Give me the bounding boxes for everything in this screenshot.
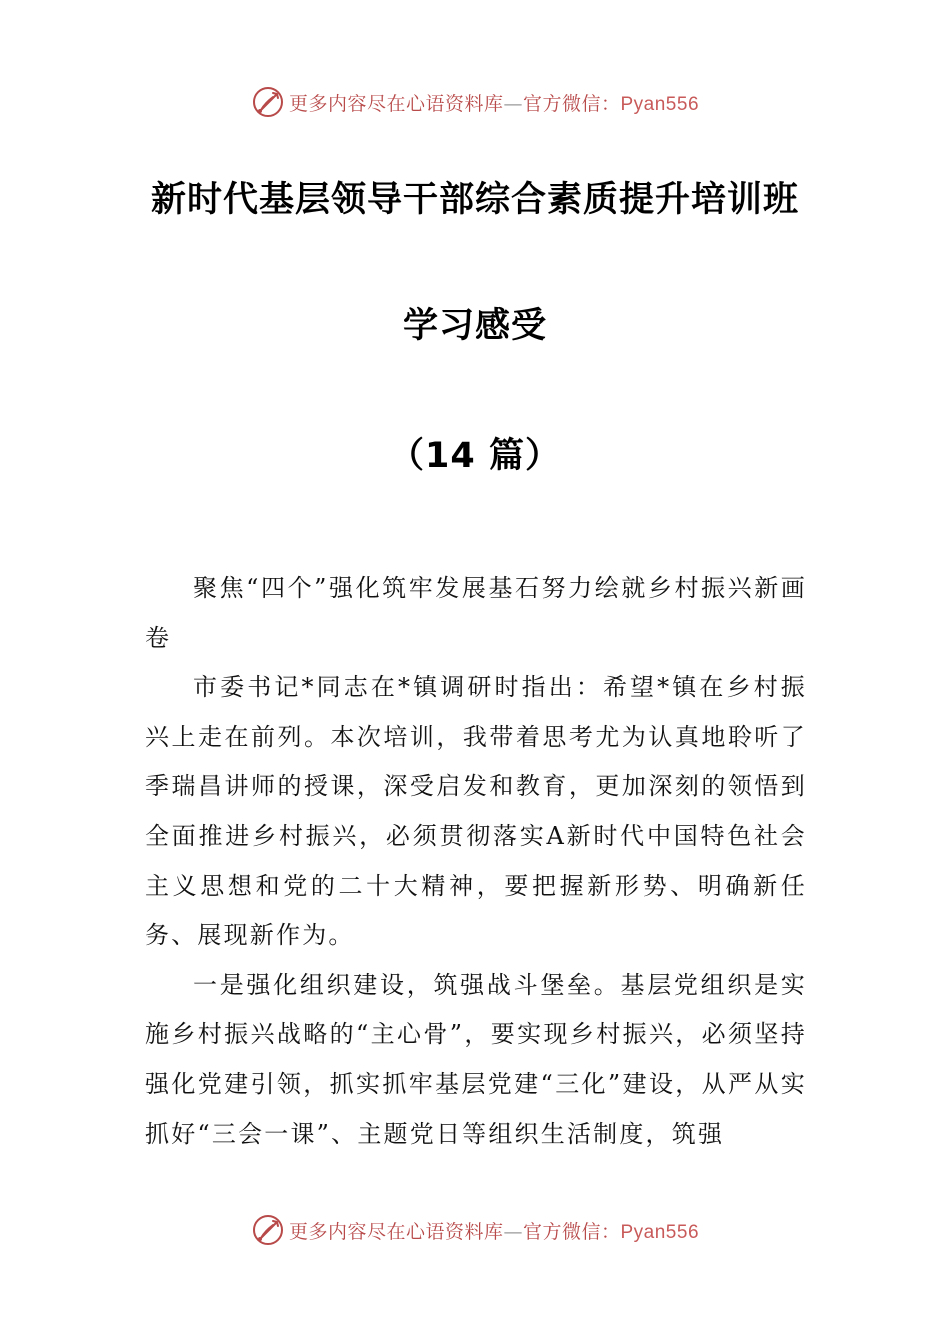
banner-text [289,89,699,116]
document-body [145,564,807,1159]
body-paragraph: 聚焦“四个”强化筑牢发展基石努力绘就乡村振兴新画卷 [145,574,807,652]
banner-wechat-id: Pyan556 [620,1221,700,1243]
banner-official: 官方微信： [522,1220,621,1243]
banner-dash: — [503,1220,523,1243]
banner-wechat-id: Pyan556 [620,93,700,115]
quill-logo-icon [251,85,285,119]
banner-prefix: 更多内容尽在心语资料库 [288,92,504,115]
document-title-count: （14 篇） [389,436,561,476]
header-watermark-banner [0,82,950,122]
document-title-line2: 学习感受 [402,306,547,346]
quill-logo-icon [251,1213,285,1247]
banner-prefix: 更多内容尽在心语资料库 [288,1220,504,1243]
document-title-line1: 新时代基层领导干部综合素质提升培训班 [150,180,799,220]
body-paragraph: 市委书记*同志在*镇调研时指出：希望*镇在乡村振兴上走在前列。本次培训，我带着思考尤为认真地聆听了季瑞昌讲师的授课，深受启发和教育，更加深刻的领悟到全面推进乡村振兴，必须贯彻落实A新时代中国特色社会主义思想和党的二十大精神，要把握新形势、明确新任务、展现新作为。 [145,673,807,950]
banner-official: 官方微信： [522,92,621,115]
footer-watermark-banner [0,1210,950,1250]
banner-dash: — [503,92,523,115]
banner-text [289,1217,699,1244]
body-paragraph: 一是强化组织建设，筑强战斗堡垒。基层党组织是实施乡村振兴战略的“主心骨”，要实现乡村振兴，必须坚持强化党建引领，抓实抓牢基层党建“三化”建设，从严从实抓好“三会一课”、主题党日等组织生活制度，筑强 [145,970,807,1148]
